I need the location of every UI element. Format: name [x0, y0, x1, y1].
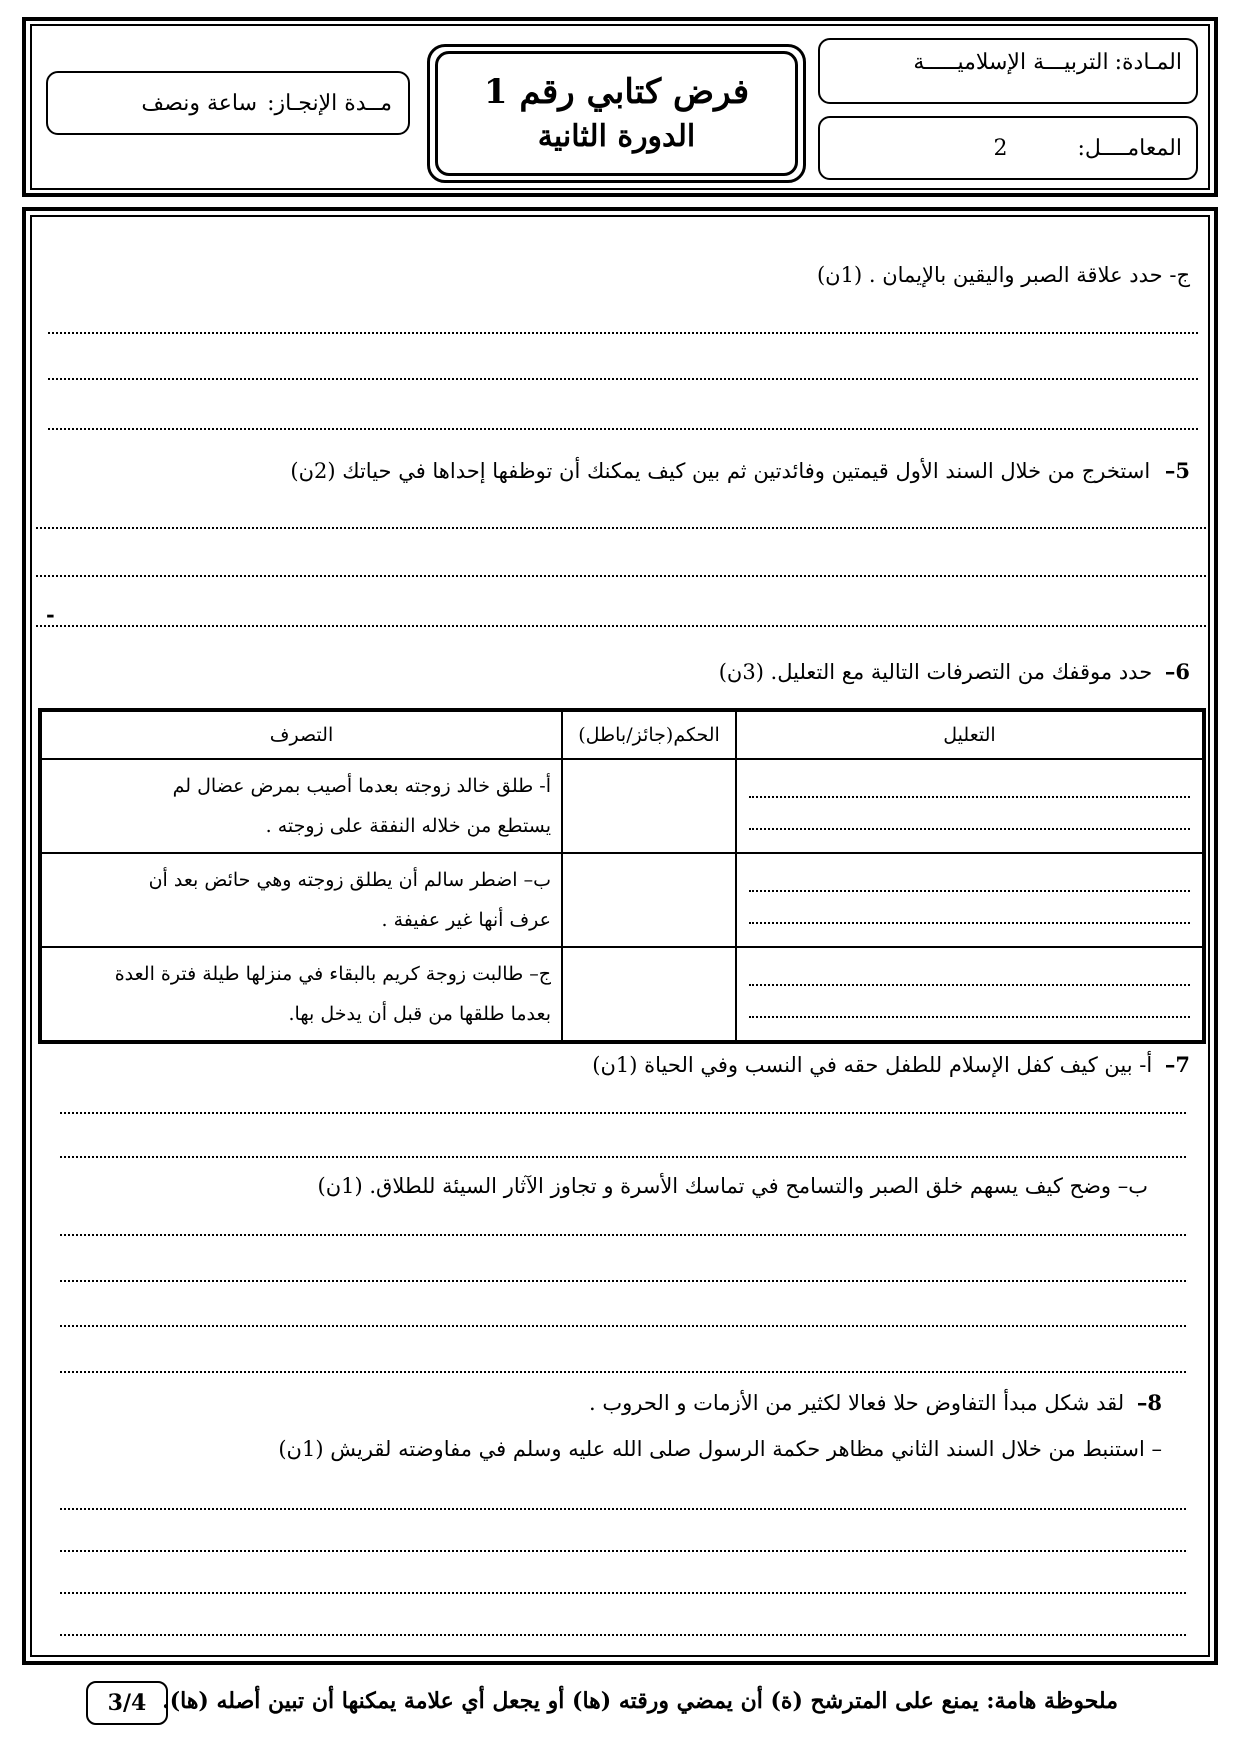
action-text-line: ب– اضطر سالم أن يطلق زوجته وهي حائض بعد أن	[148, 869, 551, 891]
stray-dash: -	[46, 602, 55, 627]
answer-line[interactable]	[60, 1634, 1186, 1636]
reasoning-cell[interactable]	[736, 759, 1204, 853]
question-4c: ج- حدد علاقة الصبر واليقين بالإيمان . (1ن)	[816, 263, 1190, 287]
reasoning-cell[interactable]	[736, 947, 1204, 1042]
answer-line[interactable]	[749, 828, 1190, 830]
question-8-sub: – استنبط من خلال السند الثاني مظاهر حكمة الرسول صلى الله عليه وسلم في مفاوضته لقريش (1ن)	[278, 1437, 1162, 1461]
question-7-number: 7–	[1164, 1052, 1190, 1077]
answer-line[interactable]	[749, 890, 1190, 892]
subject-value: التربيـــة الإسلاميـــــة	[913, 50, 1109, 75]
table-row	[40, 759, 1204, 853]
answer-line[interactable]	[749, 1016, 1190, 1018]
answer-line[interactable]	[60, 1550, 1186, 1552]
exam-title	[435, 51, 798, 176]
subject-label: المـادة:	[1114, 50, 1182, 75]
ruling-cell[interactable]	[562, 853, 736, 947]
exam-title-line1: فرض كتابي رقم 1	[483, 71, 750, 112]
action-text-line: بعدما طلقها من قبل أن يدخل بها.	[288, 1003, 551, 1025]
answer-line[interactable]	[60, 1156, 1186, 1158]
table-header-action: التصرف	[40, 710, 562, 759]
question-5	[290, 458, 1190, 483]
question-7b: ب– وضح كيف يسهم خلق الصبر والتسامح في تماسك الأسرة و تجاوز الآثار السيئة للطلاق. (1ن)	[317, 1174, 1148, 1198]
action-cell	[40, 759, 562, 853]
page-number: 3/4	[86, 1681, 168, 1725]
duration-label: مــدة الإنجـاز:	[267, 90, 392, 116]
question-6	[719, 659, 1190, 684]
answer-line[interactable]	[60, 1508, 1186, 1510]
question-5-text: استخرج من خلال السند الأول قيمتين وفائدتين ثم بين كيف يمكنك أن توظفها إحداها في حياتك (2ن)	[290, 459, 1151, 483]
action-text-line: أ- طلق خالد زوجته بعدما أصيب بمرض عضال لم	[172, 775, 551, 797]
positions-table	[38, 708, 1206, 1044]
answer-line[interactable]	[60, 1280, 1186, 1282]
question-7a-text: أ- بين كيف كفل الإسلام للطفل حقه في النسب وفي الحياة (1ن)	[592, 1053, 1153, 1077]
answer-line[interactable]	[60, 1234, 1186, 1236]
table-header-ruling: الحكم(جائز/باطل)	[562, 710, 736, 759]
answer-line[interactable]	[60, 1371, 1186, 1373]
question-6-number: 6–	[1164, 659, 1190, 684]
coefficient-value: 2	[993, 135, 1008, 161]
footer-note: ملحوظة هامة: يمنع على المترشح (ة) أن يمضي ورقته (ها) أو يجعل أي علامة يمكنها أن تبين أصله (ها).	[162, 1688, 1118, 1714]
action-text-line: يستطع من خلاله النفقة على زوجته .	[265, 815, 551, 837]
answer-line[interactable]	[60, 1325, 1186, 1327]
table-row	[40, 853, 1204, 947]
coefficient-label: المعامــــل:	[1077, 135, 1182, 161]
ruling-cell[interactable]	[562, 947, 736, 1042]
answer-line[interactable]	[36, 527, 1206, 529]
duration-value: ساعة ونصف	[141, 90, 258, 116]
answer-line[interactable]	[60, 1112, 1186, 1114]
duration-box	[46, 71, 410, 135]
answer-line[interactable]	[749, 796, 1190, 798]
ruling-cell[interactable]	[562, 759, 736, 853]
table-header-reasoning: التعليل	[736, 710, 1204, 759]
question-8-number: 8–	[1136, 1390, 1162, 1415]
action-text-line: عرف أنها غير عفيفة .	[381, 909, 551, 931]
question-5-number: 5–	[1164, 458, 1190, 483]
coefficient-box	[818, 116, 1198, 180]
answer-line[interactable]	[36, 575, 1206, 577]
question-8-text: لقد شكل مبدأ التفاوض حلا فعالا لكثير من الأزمات و الحروب .	[589, 1391, 1125, 1415]
answer-line[interactable]	[749, 984, 1190, 986]
question-8	[589, 1390, 1162, 1415]
answer-line[interactable]	[48, 378, 1198, 380]
exam-title-line2: الدورة الثانية	[537, 118, 696, 154]
answer-line[interactable]	[36, 625, 1206, 627]
reasoning-cell[interactable]	[736, 853, 1204, 947]
answer-line[interactable]	[48, 332, 1198, 334]
table-row	[40, 947, 1204, 1042]
answer-line[interactable]	[60, 1592, 1186, 1594]
question-7a	[592, 1052, 1190, 1077]
action-cell	[40, 947, 562, 1042]
subject-box	[818, 38, 1198, 104]
action-text-line: ج– طالبت زوجة كريم بالبقاء في منزلها طيلة فترة العدة	[114, 963, 551, 985]
table-header-row	[40, 710, 1204, 759]
answer-line[interactable]	[749, 922, 1190, 924]
action-cell	[40, 853, 562, 947]
answer-line[interactable]	[48, 428, 1198, 430]
question-6-text: حدد موقفك من التصرفات التالية مع التعليل. (3ن)	[718, 660, 1153, 684]
